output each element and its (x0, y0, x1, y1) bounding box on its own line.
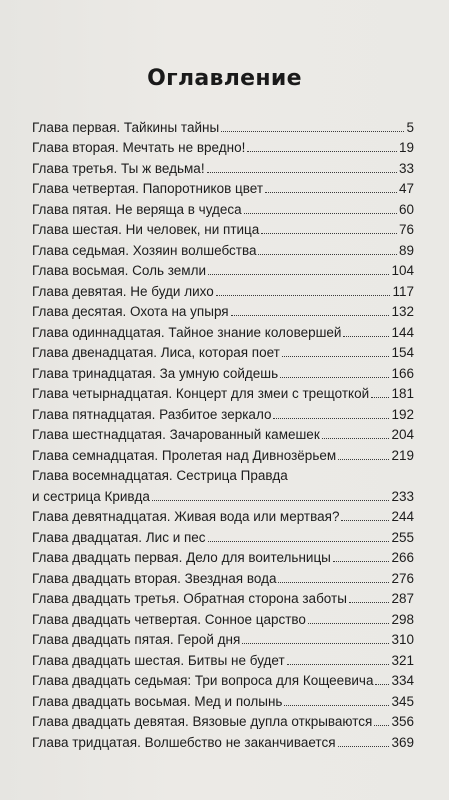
toc-entry (32, 504, 414, 525)
toc-entry-label: Глава двадцать четвертая. Сонное царство (32, 611, 306, 627)
toc-entry-page: 345 (391, 693, 414, 709)
dot-leader (208, 541, 390, 542)
page-title: Оглавление (147, 66, 302, 91)
toc-entry-label: Глава двадцать восьмая. Мед и полынь (32, 693, 283, 709)
toc-entry (32, 278, 414, 299)
toc-entry-page: 192 (391, 406, 414, 422)
toc-entry-label: Глава десятая. Охота на упыря (32, 304, 229, 319)
toc-entry-label: Глава четвертая. Папоротников цвет (32, 181, 263, 196)
toc-entry-label: Глава двадцать пятая. Герой дня (32, 632, 241, 647)
dot-leader (333, 561, 390, 562)
toc-entry (32, 319, 414, 340)
toc-entry (32, 196, 414, 217)
toc-entry-split-line2 (32, 483, 414, 504)
dot-leader (280, 377, 389, 378)
toc-entry-page: 219 (391, 447, 414, 463)
toc-entry-page: 266 (391, 550, 414, 565)
dot-leader (338, 459, 389, 460)
dot-leader (308, 623, 390, 624)
toc-entry-label: Глава вторая. Мечтать не вредно! (32, 140, 246, 155)
toc-entry (32, 360, 414, 381)
toc-entry-page: 276 (391, 570, 414, 586)
dot-leader (371, 397, 389, 398)
toc-entry-label: Глава пятая. Не веряща в чудеса (32, 201, 242, 217)
toc-entry-page: 310 (391, 632, 414, 647)
toc-entry (32, 176, 414, 197)
dot-leader (258, 254, 396, 255)
table-of-contents (32, 114, 414, 750)
toc-entry-page: 166 (391, 365, 414, 381)
toc-entry (32, 729, 414, 750)
toc-entry (32, 524, 414, 545)
toc-entry (32, 422, 414, 443)
dot-leader (375, 684, 389, 685)
toc-entry-page: 89 (398, 242, 414, 258)
toc-entry (32, 668, 414, 689)
toc-entry-page: 144 (391, 324, 414, 340)
dot-leader (282, 356, 390, 357)
dot-leader (216, 295, 391, 296)
toc-entry-page: 104 (391, 263, 414, 278)
dot-leader (322, 438, 390, 439)
toc-entry-label: Глава восьмая. Соль земли (32, 263, 206, 278)
toc-entry-label: Глава двадцать третья. Обратная сторона заботы (32, 591, 347, 606)
dot-leader (273, 418, 389, 419)
toc-entry-page: 181 (391, 386, 414, 401)
toc-entry (32, 155, 414, 176)
toc-entry-page: 132 (391, 304, 414, 319)
toc-entry-label: Глава восемнадцатая. Сестрица Правда (32, 468, 288, 483)
toc-entry (32, 299, 414, 320)
dot-leader (284, 705, 389, 706)
toc-entry-page: 19 (398, 140, 414, 155)
toc-entry-page: 154 (391, 345, 414, 360)
dot-leader (349, 602, 390, 603)
dot-leader (278, 582, 389, 583)
toc-entry-page: 369 (391, 734, 414, 750)
toc-entry-page: 76 (398, 222, 414, 237)
toc-entry-label: Глава девятая. Не буди лихо (32, 283, 214, 299)
toc-entry-page: 60 (398, 201, 414, 217)
toc-entry (32, 545, 414, 566)
toc-entry (32, 258, 414, 279)
toc-entry-label: Глава двадцать вторая. Звездная вода (32, 570, 277, 586)
toc-entry-label: и сестрица Кривда (32, 488, 150, 504)
dot-leader (221, 131, 404, 132)
toc-entry (32, 647, 414, 668)
dot-leader (207, 172, 397, 173)
toc-entry-page: 321 (391, 652, 414, 668)
dot-leader (247, 151, 397, 152)
toc-entry (32, 340, 414, 361)
dot-leader (244, 213, 397, 214)
dot-leader (287, 664, 390, 665)
toc-entry-label: Глава семнадцатая. Пролетая над Дивнозёрьем (32, 447, 337, 463)
dot-leader (374, 725, 389, 726)
toc-entry (32, 237, 414, 258)
toc-entry-label: Глава одиннадцатая. Тайное знание коловершей (32, 324, 342, 340)
toc-entry-page: 5 (406, 119, 414, 135)
dot-leader (208, 274, 389, 275)
toc-entry-label: Глава пятнадцатая. Разбитое зеркало (32, 406, 272, 422)
dot-leader (338, 746, 390, 747)
toc-entry-split-line1 (32, 463, 414, 484)
dot-leader (343, 336, 389, 337)
dot-leader (152, 500, 390, 501)
toc-entry-label: Глава третья. Ты ж ведьма! (32, 160, 205, 176)
dot-leader (261, 233, 397, 234)
toc-entry (32, 381, 414, 402)
toc-entry (32, 135, 414, 156)
toc-entry (32, 627, 414, 648)
toc-entry (32, 401, 414, 422)
dot-leader (265, 192, 397, 193)
toc-entry-label: Глава шестнадцатая. Зачарованный камешек (32, 427, 320, 442)
dot-leader (341, 520, 389, 521)
toc-entry-page: 334 (391, 673, 414, 688)
toc-entry-label: Глава тридцатая. Волшебство не заканчивается (32, 734, 336, 750)
toc-entry-page: 233 (391, 488, 414, 504)
toc-entry-page: 33 (398, 160, 414, 176)
toc-entry-page: 244 (391, 509, 414, 524)
toc-entry-label: Глава двадцать шестая. Битвы не будет (32, 652, 285, 668)
toc-entry (32, 688, 414, 709)
toc-entry-label: Глава девятнадцатая. Живая вода или мертвая? (32, 509, 340, 524)
toc-entry-label: Глава тринадцатая. За умную сойдешь (32, 365, 279, 381)
dot-leader (242, 643, 389, 644)
toc-entry-label: Глава первая. Тайкины тайны (32, 119, 220, 135)
toc-entry-page: 204 (391, 427, 414, 442)
toc-entry (32, 606, 414, 627)
toc-entry-page: 298 (391, 611, 414, 627)
toc-entry-label: Глава двадцать первая. Дело для воительницы (32, 550, 331, 565)
toc-entry (32, 586, 414, 607)
toc-entry (32, 709, 414, 730)
toc-entry-label: Глава двенадцатая. Лиса, которая поет (32, 345, 280, 360)
toc-entry-page: 287 (391, 591, 414, 606)
toc-entry-label: Глава четырнадцатая. Концерт для змеи с трещоткой (32, 386, 370, 401)
toc-entry-label: Глава двадцать седьмая: Три вопроса для Кощеевича (32, 673, 374, 688)
toc-entry-label: Глава двадцатая. Лис и пес (32, 529, 206, 545)
toc-entry-page: 255 (391, 529, 414, 545)
dot-leader (231, 315, 390, 316)
toc-entry (32, 217, 414, 238)
toc-entry-label: Глава седьмая. Хозяин волшебства (32, 242, 257, 258)
toc-entry (32, 565, 414, 586)
toc-entry-page: 117 (392, 283, 414, 299)
toc-entry-page: 47 (398, 181, 414, 196)
toc-entry-label: Глава двадцать девятая. Вязовые дупла открываются (32, 714, 373, 729)
toc-entry (32, 442, 414, 463)
toc-entry (32, 114, 414, 135)
toc-entry-page: 356 (391, 714, 414, 729)
toc-entry-label: Глава шестая. Ни человек, ни птица (32, 222, 260, 237)
